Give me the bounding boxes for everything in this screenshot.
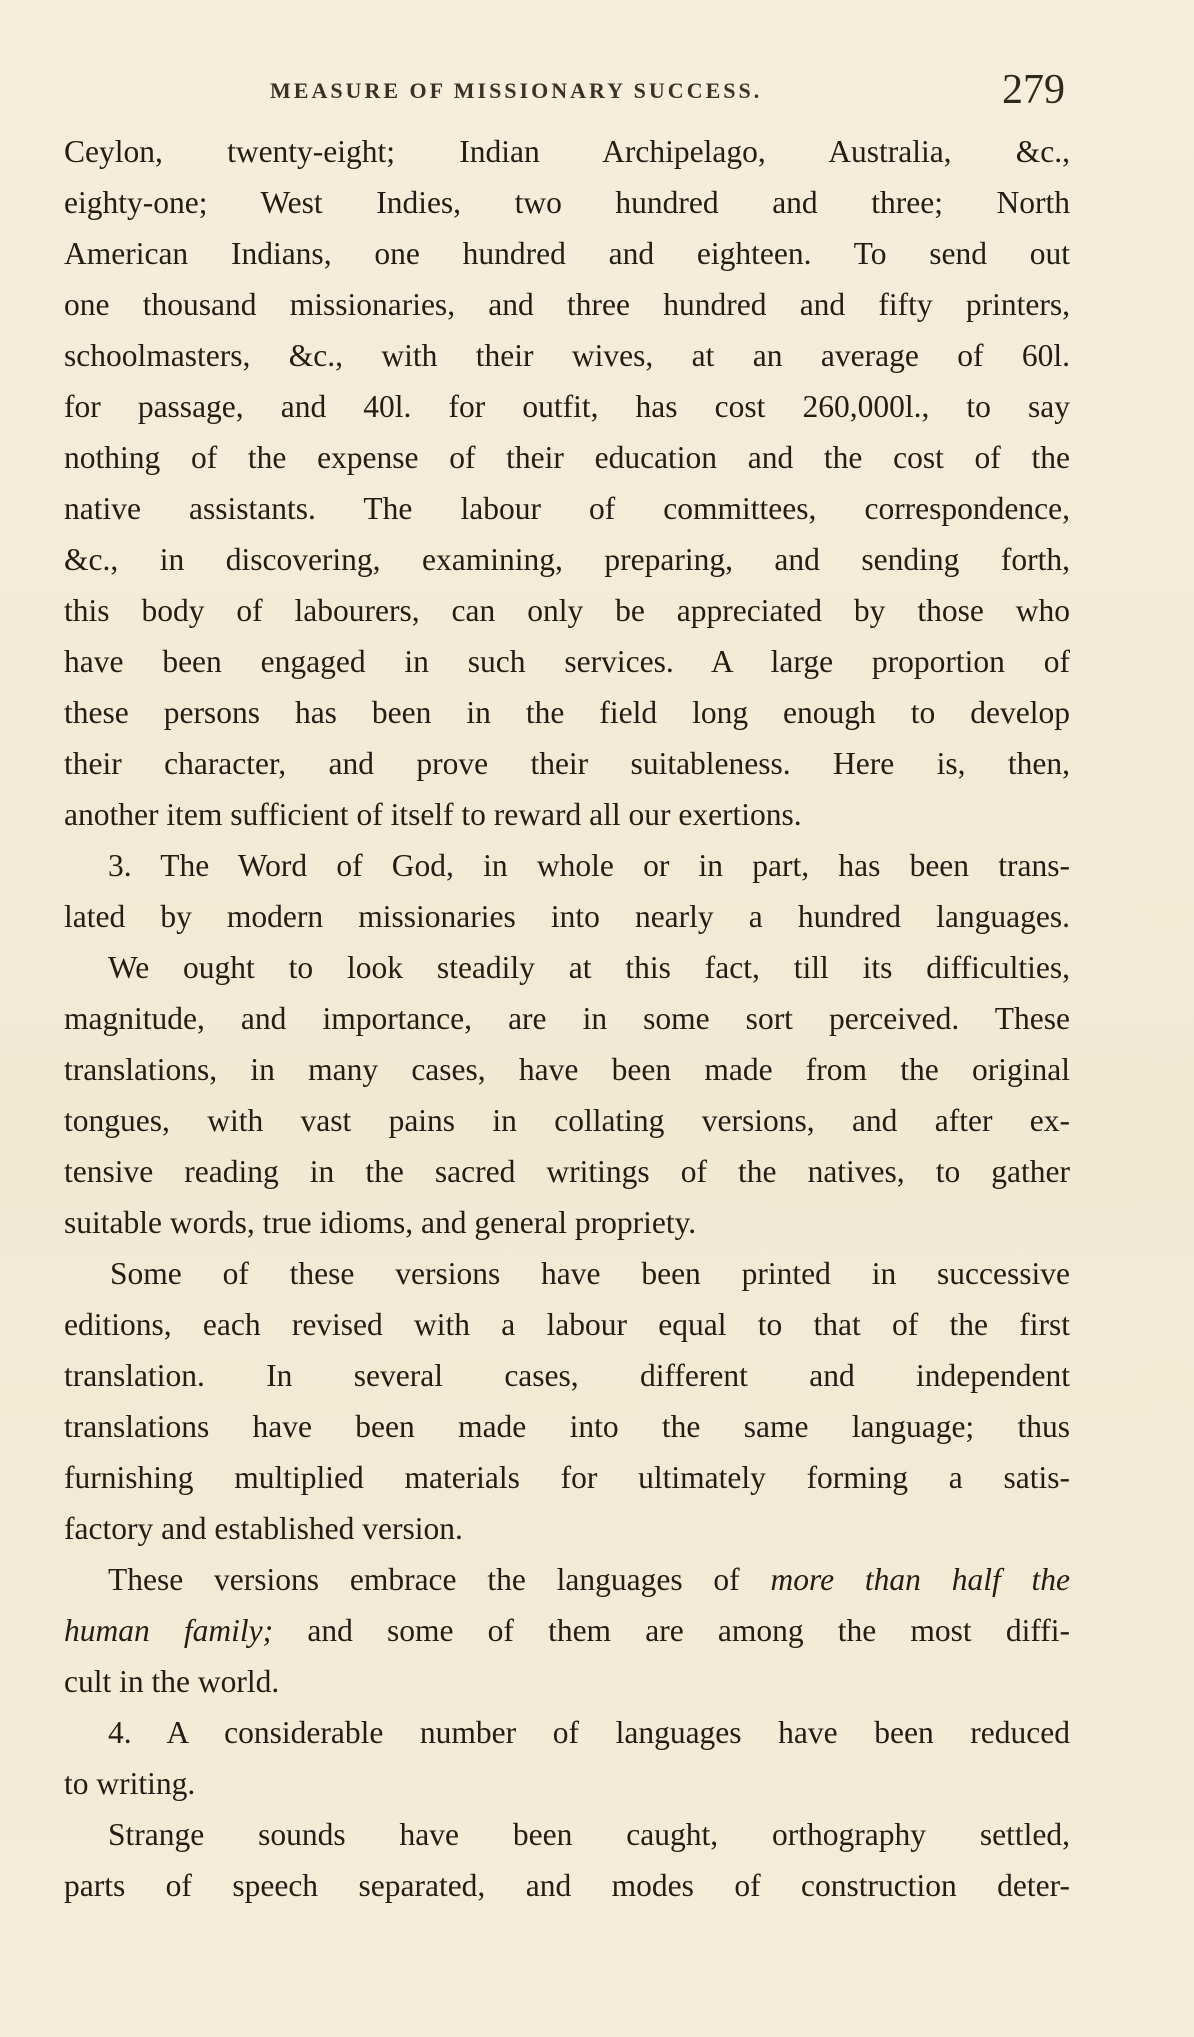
text-line: translations have been made into the same language; thus	[64, 1409, 1070, 1444]
text-line: lated by modern missionaries into nearly a hundred languages.	[64, 899, 1070, 934]
text-line: translations, in many cases, have been made from the original	[64, 1052, 1070, 1087]
text-line: have been engaged in such services. A large proportion of	[64, 644, 1070, 679]
text-line: these persons has been in the field long enough to develop	[64, 695, 1070, 730]
text-line: to writing.	[64, 1766, 196, 1801]
text-line: parts of speech separated, and modes of construction deter-	[64, 1868, 1070, 1903]
text-line: suitable words, true idioms, and general propriety.	[64, 1205, 697, 1240]
text-line: for passage, and 40l. for outfit, has cost 260,000l., to say	[64, 389, 1070, 424]
text-line: nothing of the expense of their education and the cost of the	[64, 440, 1070, 475]
text-line: American Indians, one hundred and eighteen. To send out	[64, 236, 1070, 271]
running-head	[0, 66, 1194, 126]
text-line: one thousand missionaries, and three hundred and fifty printers,	[64, 287, 1070, 322]
running-title: MEASURE OF MISSIONARY SUCCESS.	[270, 78, 763, 103]
text-line: cult in the world.	[64, 1664, 280, 1699]
paragraph-4-start: 4. A considerable number of languages have been reduced	[108, 1715, 1070, 1750]
text-line	[64, 1605, 1070, 1656]
text-line: this body of labourers, can only be appreciated by those who	[64, 593, 1070, 628]
text-line: furnishing multiplied materials for ultimately forming a satis-	[64, 1460, 1070, 1495]
text-line: editions, each revised with a labour equal to that of the first	[64, 1307, 1070, 1342]
text-line: their character, and prove their suitableness. Here is, then,	[64, 746, 1070, 781]
text-segment: These versions embrace the languages of	[108, 1562, 740, 1597]
page-number: 279	[1002, 67, 1065, 113]
text-line: magnitude, and importance, are in some sort perceived. These	[64, 1001, 1070, 1036]
text-line: We ought to look steadily at this fact, till its difficulties,	[108, 950, 1070, 985]
text-line: &c., in discovering, examining, preparing, and sending forth,	[64, 542, 1070, 577]
paragraph-start: Some of these versions have been printed in successive	[110, 1256, 1070, 1291]
emphasis-text: human family;	[64, 1613, 274, 1648]
text-line: factory and established version.	[64, 1511, 463, 1546]
text-line: tensive reading in the sacred writings of the natives, to gather	[64, 1154, 1070, 1189]
body-text	[64, 126, 1070, 1911]
text-line: Ceylon, twenty-eight; Indian Archipelago, Australia, &c.,	[64, 134, 1070, 169]
text-line: schoolmasters, &c., with their wives, at an average of 60l.	[64, 338, 1070, 373]
text-line: native assistants. The labour of committees, correspondence,	[64, 491, 1070, 526]
text-line: eighty-one; West Indies, two hundred and three; North	[64, 185, 1070, 220]
text-line: translation. In several cases, different and independent	[64, 1358, 1070, 1393]
text-line: another item sufficient of itself to reward all our exertions.	[64, 797, 802, 832]
paragraph-3-start: 3. The Word of God, in whole or in part, has been trans-	[108, 848, 1070, 883]
paragraph-start	[64, 1554, 1070, 1605]
emphasis-text: more than half the	[770, 1562, 1071, 1597]
text-segment: and some of them are among the most diffi-	[307, 1613, 1071, 1648]
text-line: tongues, with vast pains in collating versions, and after ex-	[64, 1103, 1070, 1138]
paragraph-start: Strange sounds have been caught, orthography settled,	[108, 1817, 1070, 1852]
